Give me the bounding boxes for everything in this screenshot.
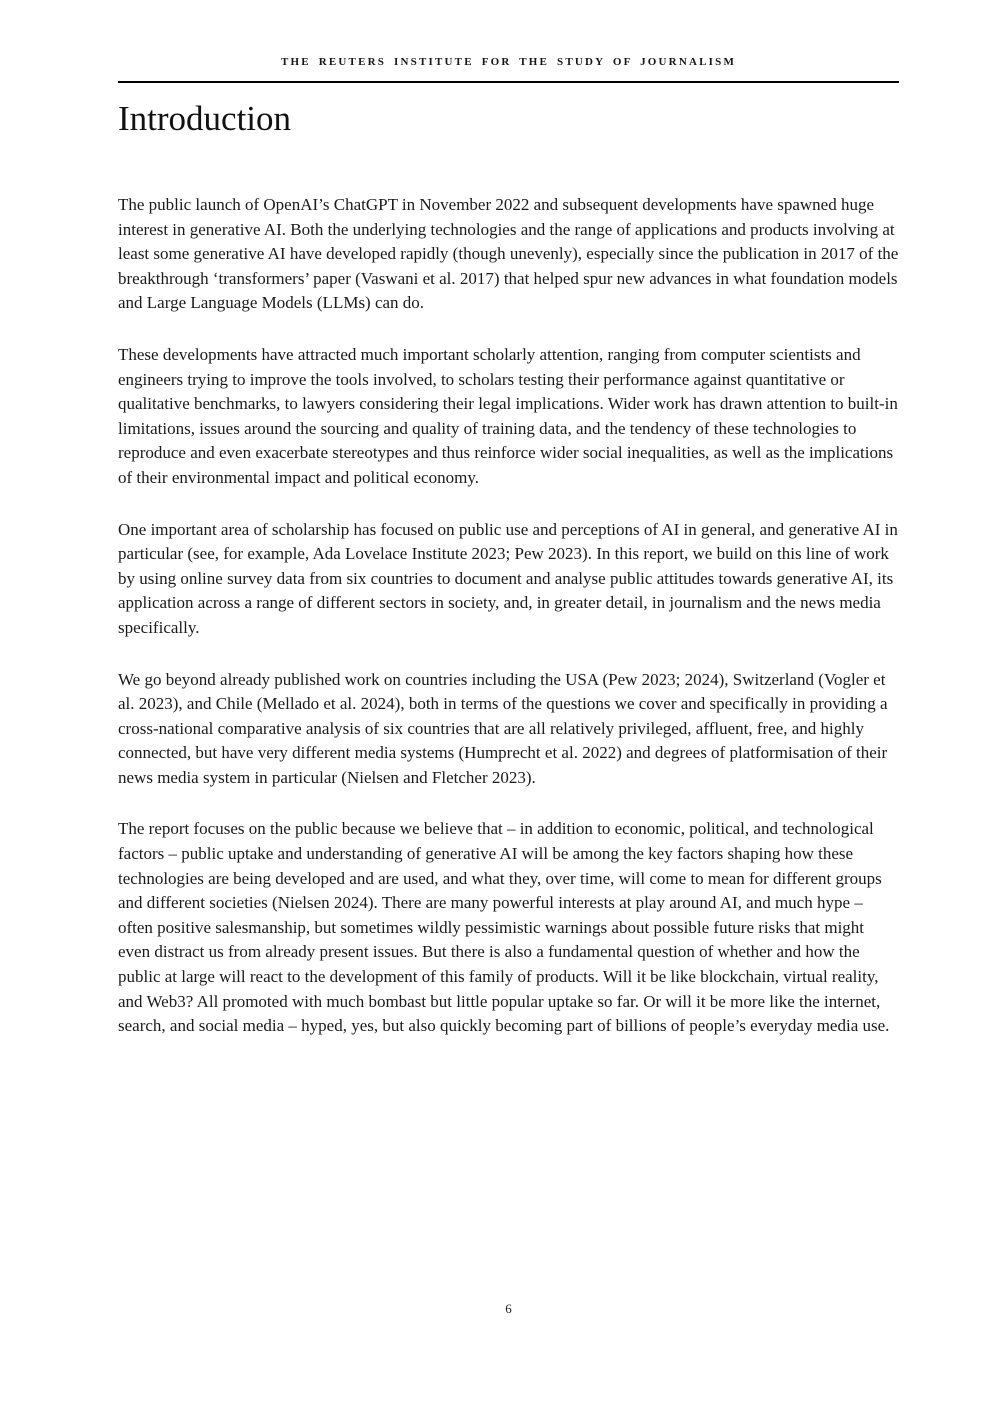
body-paragraph: We go beyond already published work on countries including the USA (Pew 2023; 2024), Switzerland (Vogler et al. 2023), and Chile (Mellado et al. 2024), both in terms of the questions we cover and specifically in providing a cross-national comparative analysis of six countries that are all relatively privileged, affluent, free, and highly connected, but have very different media systems (Humprecht et al. 2022) and degrees of platformisation of their news media system in particular (Nielsen and Fletcher 2023). xyxy=(118,669,888,787)
body-paragraph: The report focuses on the public because we believe that – in addition to economic, political, and technological factors – public uptake and understanding of generative AI will be among the key factors shaping how these technologies are being developed and are used, and what they, over time, will come to mean for different groups and different societies (Nielsen 2024). There are many powerful interests at play around AI, and much hype – often positive salesmanship, but sometimes wildly pessimistic warnings about possible future risks that might even distract us from already present issues. But there is also a fundamental question of whether and how the public at large will react to the development of this family of products. Will it be like blockchain, virtual reality, and Web3? All promoted with much bombast but little popular uptake so far. Or will it be more like the internet, search, and social media – hyped, yes, but also quickly becoming part of billions of people’s everyday media use. xyxy=(118,819,890,1036)
header-rule xyxy=(118,81,899,83)
running-head: THE REUTERS INSTITUTE FOR THE STUDY OF JOURNALISM xyxy=(280,56,737,68)
body-paragraph: One important area of scholarship has focused on public use and perceptions of AI in general, and generative AI in particular (see, for example, Ada Lovelace Institute 2023; Pew 2023). In this report, we build on this line of work by using online survey data from six countries to document and analyse public attitudes towards generative AI, its application across a range of different sectors in society, and, in greater detail, in journalism and the news media specifically. xyxy=(118,519,898,637)
section-title: Introduction xyxy=(118,99,292,138)
body-paragraph: These developments have attracted much important scholarly attention, ranging from computer scientists and engineers trying to improve the tools involved, to scholars testing their performance against quantitative or qualitative benchmarks, to lawyers considering their legal implications. Wider work has drawn attention to built-in limitations, issues around the sourcing and quality of training data, and the tendency of these technologies to reproduce and even exacerbate stereotypes and thus reinforce wider social inequalities, as well as the implications of their environmental impact and political economy. xyxy=(118,344,898,487)
body-paragraph: The public launch of OpenAI’s ChatGPT in November 2022 and subsequent developments have spawned huge interest in generative AI. Both the underlying technologies and the range of applications and products involving at least some generative AI have developed rapidly (though unevenly), especially since the publication in 2017 of the breakthrough ‘transformers’ paper (Vaswani et al. 2017) that helped spur new advances in what foundation models and Large Language Models (LLMs) can do. xyxy=(118,195,899,313)
page-number: 6 xyxy=(505,1301,512,1316)
body-text xyxy=(118,193,899,1066)
